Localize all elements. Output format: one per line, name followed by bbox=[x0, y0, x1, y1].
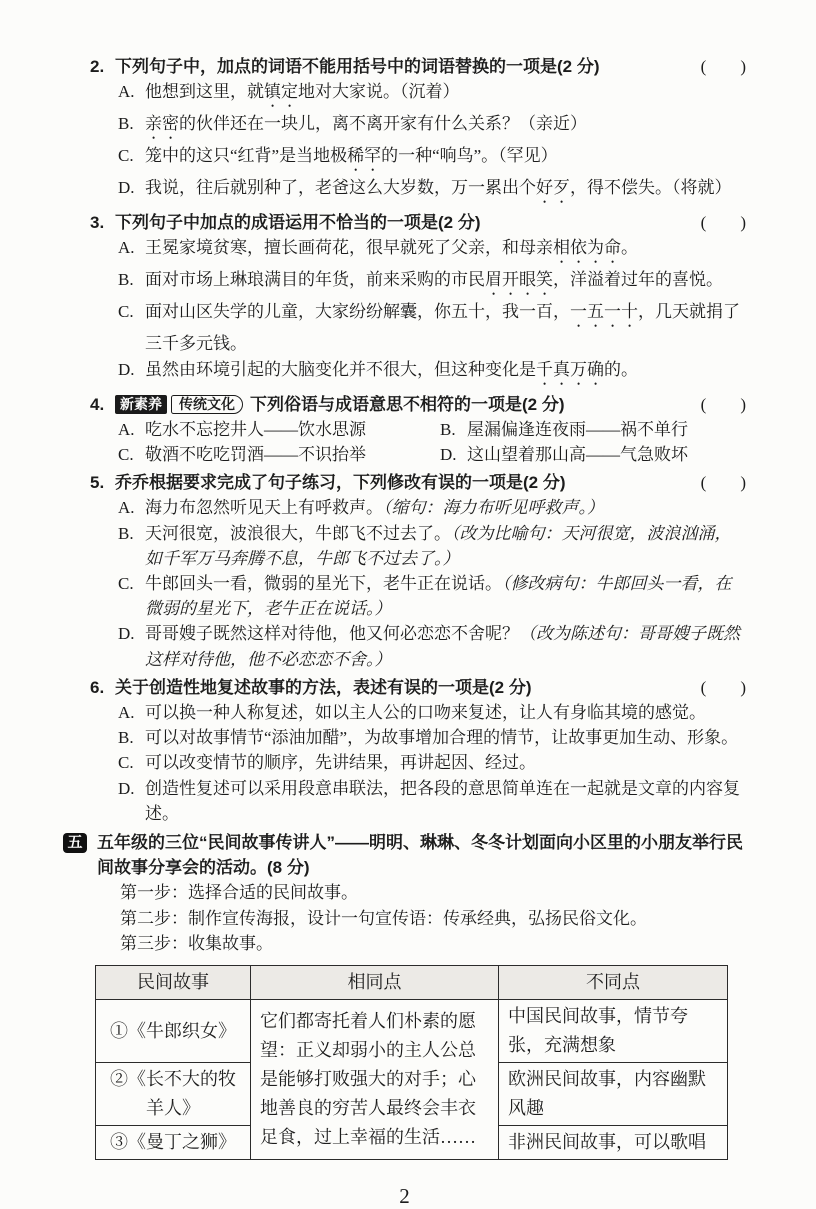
option-label: B. bbox=[118, 523, 134, 543]
answer-brackets: ( ) bbox=[700, 677, 746, 697]
option-c bbox=[118, 299, 746, 356]
option-text: 的。 bbox=[604, 359, 638, 379]
question-number: 3. bbox=[90, 213, 105, 233]
option-label: A. bbox=[118, 703, 135, 723]
page-number: 2 bbox=[399, 1184, 410, 1209]
option-c bbox=[118, 571, 746, 621]
emphasized-word: 亲密 bbox=[145, 114, 179, 134]
diff-1: 中国民间故事，情节夸张，充满想象 bbox=[499, 1000, 728, 1063]
step-1: 第一步：选择合适的民间故事。 bbox=[120, 883, 358, 903]
revision-note: （改为陈述句：哥哥嫂子既然这样对待他，他不必恋恋不舍。） bbox=[145, 624, 740, 669]
question-3 bbox=[90, 210, 746, 388]
question-6-head bbox=[90, 675, 746, 700]
question-6 bbox=[90, 675, 746, 826]
option-text: 牛郎回头一看，微弱的星光下，老牛正在说话。 bbox=[145, 574, 502, 594]
option-label: B. bbox=[118, 728, 134, 748]
same-point-cell: 它们都寄托着人们朴素的愿望：正义却弱小的主人公总是能够打败强大的对手；心地善良的穷苦人最终会丰衣足食，过上幸福的生活…… bbox=[251, 1000, 499, 1160]
section-five-head bbox=[67, 830, 746, 880]
option-a bbox=[118, 495, 746, 520]
question-3-options bbox=[90, 235, 746, 388]
option-label: D. bbox=[118, 778, 135, 798]
header-story: 民间故事 bbox=[96, 966, 251, 1000]
option-b bbox=[440, 417, 746, 442]
story-2: ②《长不大的牧羊人》 bbox=[96, 1063, 251, 1126]
option-text: ，几天就捐了三千多元钱。 bbox=[145, 302, 740, 354]
table-row bbox=[96, 1000, 728, 1063]
option-note: （罕见） bbox=[498, 146, 558, 166]
question-2-options bbox=[90, 79, 746, 207]
question-5 bbox=[90, 470, 746, 672]
folk-tales-table bbox=[95, 965, 728, 1160]
story-1: ①《牛郎织女》 bbox=[96, 1000, 251, 1063]
emphasized-word: 好歹 bbox=[536, 178, 570, 198]
option-label: D. bbox=[118, 624, 135, 644]
option-text: 面对山区失学的儿童，大家纷纷解囊，你五十，我一百， bbox=[145, 302, 570, 322]
question-3-head bbox=[90, 210, 746, 235]
option-text: 可以换一种人称复述，如以主人公的口吻来复述，让人有身临其境的感觉。 bbox=[145, 703, 706, 723]
story-3: ③《曼丁之狮》 bbox=[96, 1126, 251, 1160]
option-note: （亲近） bbox=[519, 114, 587, 134]
option-d bbox=[118, 621, 746, 671]
option-label: A. bbox=[118, 419, 135, 439]
option-text: 可以对故事情节“添油加醋”，为故事增加合理的情节，让故事更加生动、形象。 bbox=[145, 728, 739, 748]
option-d bbox=[440, 442, 746, 467]
question-2 bbox=[90, 54, 746, 207]
revision-note: （缩句：海力布听见呼救声。） bbox=[383, 498, 604, 518]
question-4-options bbox=[90, 417, 746, 467]
option-note: （将就） bbox=[672, 178, 732, 198]
option-label: C. bbox=[118, 753, 134, 773]
option-text: 虽然由环境引起的大脑变化并不很大，但这种变化是 bbox=[145, 359, 536, 379]
question-title: 下列句子中加点的成语运用不恰当的一项是(2 分) bbox=[115, 213, 481, 233]
option-text: 敬酒不吃吃罚酒——不识抬举 bbox=[145, 445, 366, 465]
option-d bbox=[118, 357, 746, 389]
option-b bbox=[118, 725, 746, 750]
option-text: 我说，往后就别种了，老爸这么大岁数，万一累出个 bbox=[145, 178, 536, 198]
step-3: 第三步：收集故事。 bbox=[120, 933, 273, 953]
section-title: 五年级的三位“民间故事传讲人”——明明、琳琳、冬冬计划面向小区里的小朋友举行民间故事分享会的活动。(8 分) bbox=[97, 833, 743, 878]
emphasized-idiom: 千真万确 bbox=[536, 359, 604, 379]
option-d bbox=[118, 175, 746, 207]
option-text: 可以改变情节的顺序，先讲结果，再讲起因、经过。 bbox=[145, 753, 536, 773]
question-5-options bbox=[90, 495, 746, 671]
option-text: 的一种“响鸟”。 bbox=[381, 146, 499, 166]
option-text: 哥哥嫂子既然这样对待他，他又何必恋恋不舍呢？ bbox=[145, 624, 519, 644]
question-number: 2. bbox=[90, 57, 105, 76]
question-6-options bbox=[90, 700, 746, 826]
option-a bbox=[118, 235, 746, 267]
option-label: D. bbox=[118, 178, 135, 198]
answer-brackets: ( ) bbox=[700, 473, 746, 493]
option-text: 面对市场上琳琅满目的年货，前来采购的市民 bbox=[145, 270, 485, 290]
question-5-head bbox=[90, 470, 746, 495]
option-text: 天河很宽，波浪很大，牛郎飞不过去了。 bbox=[145, 523, 451, 543]
revision-note: （改为比喻句：天河很宽，波浪汹涌，如千军万马奔腾不息，牛郎飞不过去了。） bbox=[145, 523, 732, 568]
option-a bbox=[118, 79, 746, 111]
question-2-head bbox=[90, 54, 746, 79]
option-text: 创造性复述可以采用段意串联法，把各段的意思简单连在一起就是文章的内容复述。 bbox=[145, 778, 740, 823]
option-label: C. bbox=[118, 445, 134, 465]
answer-brackets: ( ) bbox=[700, 57, 746, 76]
section-five bbox=[63, 830, 746, 1160]
option-b bbox=[118, 521, 746, 571]
option-text: 笼中的这只“红背”是当地极 bbox=[145, 146, 348, 166]
revision-note: （修改病句：牛郎回头一看，在微弱的星光下，老牛正在说话。） bbox=[145, 574, 732, 619]
traditional-culture-badge: 传统文化 bbox=[171, 395, 243, 414]
question-title: 关于创造性地复述故事的方法，表述有误的一项是(2 分) bbox=[115, 677, 532, 697]
option-text: 。 bbox=[621, 238, 638, 258]
option-label: B. bbox=[440, 419, 456, 439]
option-note: （沉着） bbox=[400, 82, 460, 102]
diff-3: 非洲民间故事，可以歌唱 bbox=[499, 1126, 728, 1160]
option-text: ，得不偿失。 bbox=[570, 178, 672, 198]
option-a bbox=[118, 417, 412, 442]
question-number: 6. bbox=[90, 677, 105, 697]
option-c bbox=[118, 143, 746, 175]
option-b bbox=[118, 111, 746, 143]
option-text: 地对大家说。 bbox=[298, 82, 400, 102]
option-text: 王冕家境贫寒，擅长画荷花，很早就死了父亲，和母亲 bbox=[145, 238, 553, 258]
new-literacy-badge: 新素养 bbox=[115, 395, 167, 414]
header-same: 相同点 bbox=[251, 966, 499, 1000]
question-4-head bbox=[90, 392, 746, 417]
question-number: 4. bbox=[90, 394, 105, 414]
option-label: C. bbox=[118, 302, 134, 322]
option-label: A. bbox=[118, 238, 135, 258]
option-label: B. bbox=[118, 114, 134, 134]
option-a bbox=[118, 700, 746, 725]
option-c bbox=[118, 442, 412, 467]
option-label: A. bbox=[118, 82, 135, 102]
question-title: 乔乔根据要求完成了句子练习，下列修改有误的一项是(2 分) bbox=[115, 473, 566, 493]
option-text: 他想到这里，就 bbox=[145, 82, 264, 102]
option-label: B. bbox=[118, 270, 134, 290]
emphasized-word: 稀罕 bbox=[347, 146, 382, 166]
question-title: 下列俗语与成语意思不相符的一项是(2 分) bbox=[250, 394, 565, 414]
option-label: C. bbox=[118, 574, 134, 594]
option-b bbox=[118, 267, 746, 299]
option-label: C. bbox=[118, 146, 134, 166]
option-text: ，洋溢着过年的喜悦。 bbox=[553, 270, 723, 290]
option-label: D. bbox=[440, 445, 457, 465]
option-label: A. bbox=[118, 498, 135, 518]
section-steps bbox=[120, 880, 746, 956]
answer-brackets: ( ) bbox=[700, 213, 746, 233]
section-number-badge: 五 bbox=[63, 833, 87, 853]
question-title: 下列句子中，加点的词语不能用括号中的词语替换的一项是(2 分) bbox=[115, 57, 600, 76]
option-d bbox=[118, 776, 746, 826]
emphasized-idiom: 相依为命 bbox=[553, 238, 621, 258]
option-label: D. bbox=[118, 359, 135, 379]
question-number: 5. bbox=[90, 473, 105, 493]
emphasized-idiom: 眉开眼笑 bbox=[485, 270, 553, 290]
option-text: 吃水不忘挖井人——饮水思源 bbox=[145, 419, 366, 439]
emphasized-word: 镇定 bbox=[264, 82, 298, 102]
table-header-row bbox=[96, 966, 728, 1000]
option-text: 这山望着那山高——气急败坏 bbox=[467, 445, 688, 465]
emphasized-idiom: 一五一十 bbox=[570, 302, 638, 322]
diff-2: 欧洲民间故事，内容幽默风趣 bbox=[499, 1063, 728, 1126]
answer-brackets: ( ) bbox=[700, 394, 746, 414]
option-c bbox=[118, 750, 746, 775]
header-diff: 不同点 bbox=[499, 966, 728, 1000]
question-4 bbox=[90, 392, 746, 468]
step-2: 第二步：制作宣传海报，设计一句宣传语：传承经典，弘扬民俗文化。 bbox=[120, 908, 647, 928]
option-text: 的伙伴还在一块儿，离不离开家有什么关系？ bbox=[179, 114, 519, 134]
option-text: 屋漏偏逢连夜雨——祸不单行 bbox=[467, 419, 688, 439]
option-text: 海力布忽然听见天上有呼救声。 bbox=[145, 498, 383, 518]
